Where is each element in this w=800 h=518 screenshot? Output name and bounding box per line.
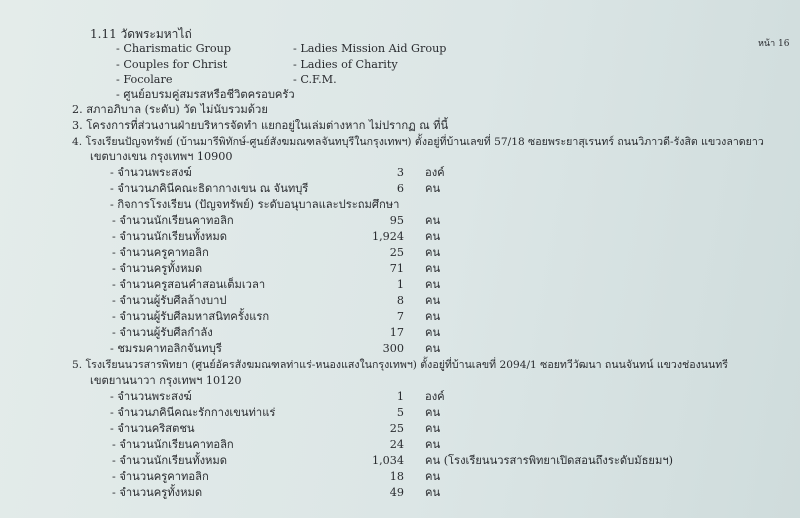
item-4-sub-label: - จำนวนผู้รับศีลล้างบาป xyxy=(112,294,227,307)
item-5-sub-value: 24 xyxy=(389,438,404,451)
item-4-sub-value: 71 xyxy=(389,262,404,275)
item-4-sub-label: - จำนวนนักเรียนทั้งหมด xyxy=(112,230,228,243)
item-5-row-unit: คน xyxy=(425,422,441,435)
item-2-text: 2. สภาอภิบาล (ระดับ) วัด ไม่นับรวมด้วย xyxy=(72,103,268,116)
item-4-row-label: - จำนวนพระสงฆ์ xyxy=(110,166,192,179)
item-4-row-value: 3 xyxy=(396,166,404,179)
item-4-row-label: - ชมรมคาทอลิกจันทบุรี xyxy=(110,342,222,355)
item-4-sub-value: 95 xyxy=(389,214,404,227)
item-4-row-unit: องค์ xyxy=(425,166,445,179)
item-4-sub-label: - จำนวนครูสอนคำสอนเต็มเวลา xyxy=(112,278,266,291)
item-5-sub-label: - จำนวนนักเรียนทั้งหมด xyxy=(112,454,228,467)
item-4-sub-label: - จำนวนครูทั้งหมด xyxy=(112,262,203,275)
item-5-row-label: - จำนวนภคินีคณะรักกางเขนท่าแร่ xyxy=(110,406,276,419)
item-4-sub-unit: คน xyxy=(425,262,441,275)
item-5-sub-label: - จำนวนนักเรียนคาทอลิก xyxy=(112,438,234,451)
item-4-line1: 4. โรงเรียนปัญจทรัพย์ (บ้านมารีพิทักษ์-ศูนย์สังฆมณฑลจันทบุรีในกรุงเทพฯ) ตั้งอยู่ที่บ้านเลขที่ 57/18 ซอยพระยาสุเรนทร์ ถนนวิภาวดี-รังสิต แขวงลาดยาว xyxy=(72,136,764,148)
group-left-3: - ศูนย์อบรมคู่สมรสหรือชีวิตครอบครัว xyxy=(116,88,295,101)
item-5-row-value: 25 xyxy=(389,422,404,435)
item-4-sub-value: 7 xyxy=(396,310,404,323)
item-5-sub-label: - จำนวนครูคาทอลิก xyxy=(112,470,209,483)
item-5-row-unit: องค์ xyxy=(425,390,445,403)
item-4-sub-unit: คน xyxy=(425,294,441,307)
item-4-sub-unit: คน xyxy=(425,278,441,291)
item-4-row-value: 300 xyxy=(382,342,404,355)
item-5-sub-label: - จำนวนครูทั้งหมด xyxy=(112,486,203,499)
item-4-sub-label: - จำนวนครูคาทอลิก xyxy=(112,246,209,259)
item-5-row-value: 5 xyxy=(396,406,404,419)
item-5-row-label: - จำนวนคริสตชน xyxy=(110,422,195,435)
item-4-row-label: - จำนวนภคินีคณะธิดากางเขน ณ จันทบุรี xyxy=(110,182,309,195)
item-4-row-unit: คน xyxy=(425,182,441,195)
item-4-sub-unit: คน xyxy=(425,310,441,323)
item-4-row-label: - กิจการโรงเรียน (ปัญจทรัพย์) ระดับอนุบาลและประถมศึกษา xyxy=(110,198,400,211)
item-5-sub-value: 49 xyxy=(389,486,404,499)
item-3-text: 3. โครงการที่ส่วนงานฝ่ายบริหารจัดทำ แยกอยู่ในเล่มต่างหาก ไม่ปรากฏ ณ ที่นี้ xyxy=(72,119,449,132)
item-5-row-unit: คน xyxy=(425,406,441,419)
item-4-row-value: 6 xyxy=(396,182,404,195)
item-5-line1: 5. โรงเรียนนวรสารพิทยา (ศูนย์อัครสังฆมณฑลท่าแร่-หนองแสงในกรุงเทพฯ) ตั้งอยู่ที่บ้านเลขที่ 2094/1 ซอยทวีวัฒนา ถนนจันทน์ แขวงช่องนนทรี xyxy=(72,359,728,371)
item-4-sub-value: 25 xyxy=(389,246,404,259)
group-right-0: - Ladies Mission Aid Group xyxy=(293,42,447,55)
item-5-sub-value: 1,034 xyxy=(371,454,404,467)
item-5-sub-value: 18 xyxy=(389,470,404,483)
item-4-sub-value: 8 xyxy=(396,294,404,307)
group-left-1: - Couples for Christ xyxy=(116,58,228,71)
item-5-row-value: 1 xyxy=(396,390,404,403)
group-left-0: - Charismatic Group xyxy=(116,42,231,55)
item-5-sub-unit: คน (โรงเรียนนวรสารพิทยาเปิดสอนถึงระดับมัธยมฯ) xyxy=(425,454,673,467)
group-right-1: - Ladies of Charity xyxy=(293,58,398,71)
item-4-sub-value: 17 xyxy=(389,326,404,339)
item-4-sub-unit: คน xyxy=(425,246,441,259)
item-4-sub-unit: คน xyxy=(425,326,441,339)
item-4-sub-value: 1 xyxy=(396,278,404,291)
item-4-line2: เขตบางเขน กรุงเทพฯ 10900 xyxy=(90,150,233,163)
item-4-sub-label: - จำนวนผู้รับศีลกำลัง xyxy=(112,326,213,339)
item-4-row-unit: คน xyxy=(425,342,441,355)
item-4-sub-unit: คน xyxy=(425,230,441,243)
item-4-sub-label: - จำนวนผู้รับศีลมหาสนิทครั้งแรก xyxy=(112,310,270,323)
item-5-sub-unit: คน xyxy=(425,438,441,451)
page-number: หน้า 16 xyxy=(758,39,790,49)
item-5-sub-unit: คน xyxy=(425,486,441,499)
section-1-11-heading: 1.11 วัดพระมหาไถ่ xyxy=(90,27,192,41)
group-left-2: - Focolare xyxy=(116,73,173,86)
item-4-sub-unit: คน xyxy=(425,214,441,227)
item-5-row-label: - จำนวนพระสงฆ์ xyxy=(110,390,192,403)
item-4-sub-value: 1,924 xyxy=(371,230,404,243)
group-right-2: - C.F.M. xyxy=(293,73,337,86)
item-4-sub-label: - จำนวนนักเรียนคาทอลิก xyxy=(112,214,234,227)
item-5-line2: เขตยานนาวา กรุงเทพฯ 10120 xyxy=(90,374,242,387)
item-5-sub-unit: คน xyxy=(425,470,441,483)
